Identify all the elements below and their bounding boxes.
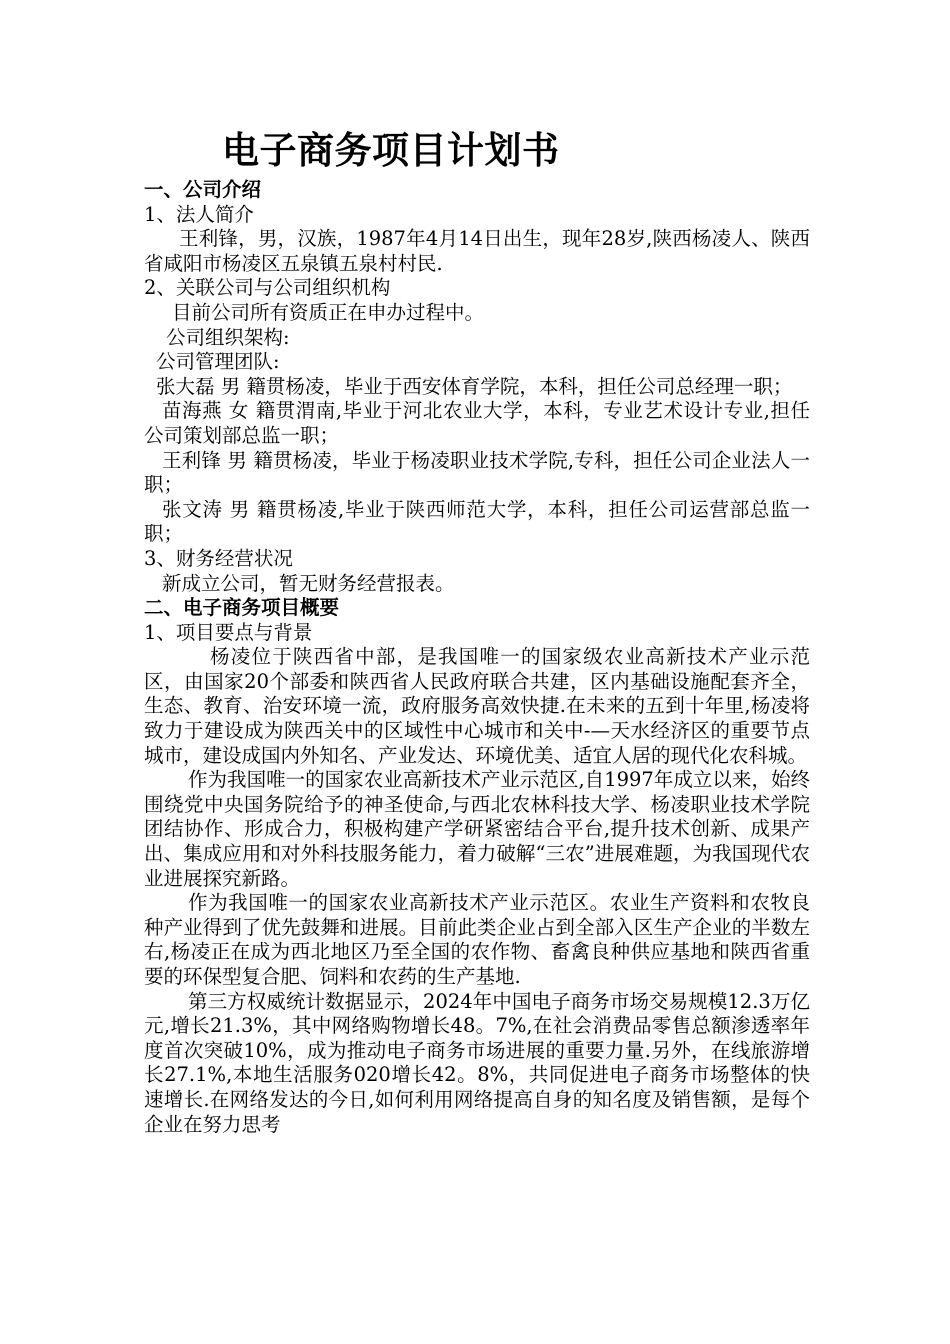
team-member-2: 苗海燕 女 籍贯渭南,毕业于河北农业大学，本科，专业艺术设计专业,担任公司策划部总监一职； [144,399,810,447]
paragraph-background-4: 第三方权威统计数据显示，2024年中国电子商务市场交易规模12.3万亿元,增长21.3%，其中网络购物增长48。7%,在社会消费品零售总额渗透率年度首次突破10%，成为推动电子商务市场进展的重要力量.另外，在线旅游增长27.1%,本地生活服务020增长42。8%，共同促进电子商务市场整体的快速增长.在网络发达的今日,如何利用网络提高自身的知名度及销售额，是每个企业在努力思考 [144,989,810,1136]
subheading-legal-person: 1、法人简介 [144,202,254,226]
section-heading-company: 一、公司介绍 [144,178,262,201]
paragraph-background-2: 作为我国唯一的国家农业高新技术产业示范区,自1997年成立以来，始终围绕党中央国务院给予的神圣使命,与西北农林科技大学、杨凌职业技术学院团结协作、形成合力，积极构建产学研紧密结合平台,提升技术创新、成果产出、集成应用和对外科技服务能力，着力破解“三农”进展难题，为我国现代农业进展探究新路。 [144,768,810,890]
document-body [144,124,810,1137]
team-member-4: 张文涛 男 籍贯杨凌,毕业于陕西师范大学，本科，担任公司运营部总监一职； [144,497,810,546]
team-member-3: 王利锋 男 籍贯杨凌，毕业于杨凌职业技术学院,专科，担任公司企业法人一职； [144,448,810,497]
paragraph-background-1: 杨凌位于陕西省中部，是我国唯一的国家级农业高新技术产业示范区，由国家20个部委和陕西省人民政府联合共建，区内基础设施配套齐全，生态、教育、治安环境一流，政府服务高效快捷.在未来的五到十年里,杨凌将致力于建设成为陕西关中的区域性中心城市和关中-—天水经济区的重要节点城市，建设成国内外知名、产业发达、环境优美、适宜人居的现代化农科城。 [144,645,810,767]
paragraph-qualification: 目前公司所有资质正在申办过程中。 [172,300,485,324]
paragraph-org-structure: 公司组织架构: [166,325,290,349]
subheading-finance: 3、财务经营状况 [144,546,293,570]
paragraph-background-3: 作为我国唯一的国家农业高新技术产业示范区。农业生产资料和农牧良种产业得到了优先鼓舞和进展。目前此类企业占到全部入区生产企业的半数左右,杨凌正在成为西北地区乃至全国的农作物、畜禽良种供应基地和陕西省重要的环保型复合肥、饲料和农药的生产基地. [144,891,810,988]
subheading-organization: 2、关联公司与公司组织机构 [144,276,391,300]
section-heading-ecommerce: 二、电子商务项目概要 [144,596,340,620]
paragraph-legal-person: 王利锋，男，汉族，1987年4月14日出生，现年28岁,陕西杨凌人、陕西省咸阳市杨凌区五泉镇五泉村村民. [144,227,810,275]
paragraph-finance: 新成立公司，暂无财务经营报表。 [162,571,455,595]
document-title: 电子商务项目计划书 [222,129,560,172]
subheading-background: 1、项目要点与背景 [144,620,313,644]
paragraph-team-label: 公司管理团队: [156,350,280,374]
team-member-1: 张大磊 男 籍贯杨凌，毕业于西安体育学院，本科，担任公司总经理一职； [156,374,793,398]
